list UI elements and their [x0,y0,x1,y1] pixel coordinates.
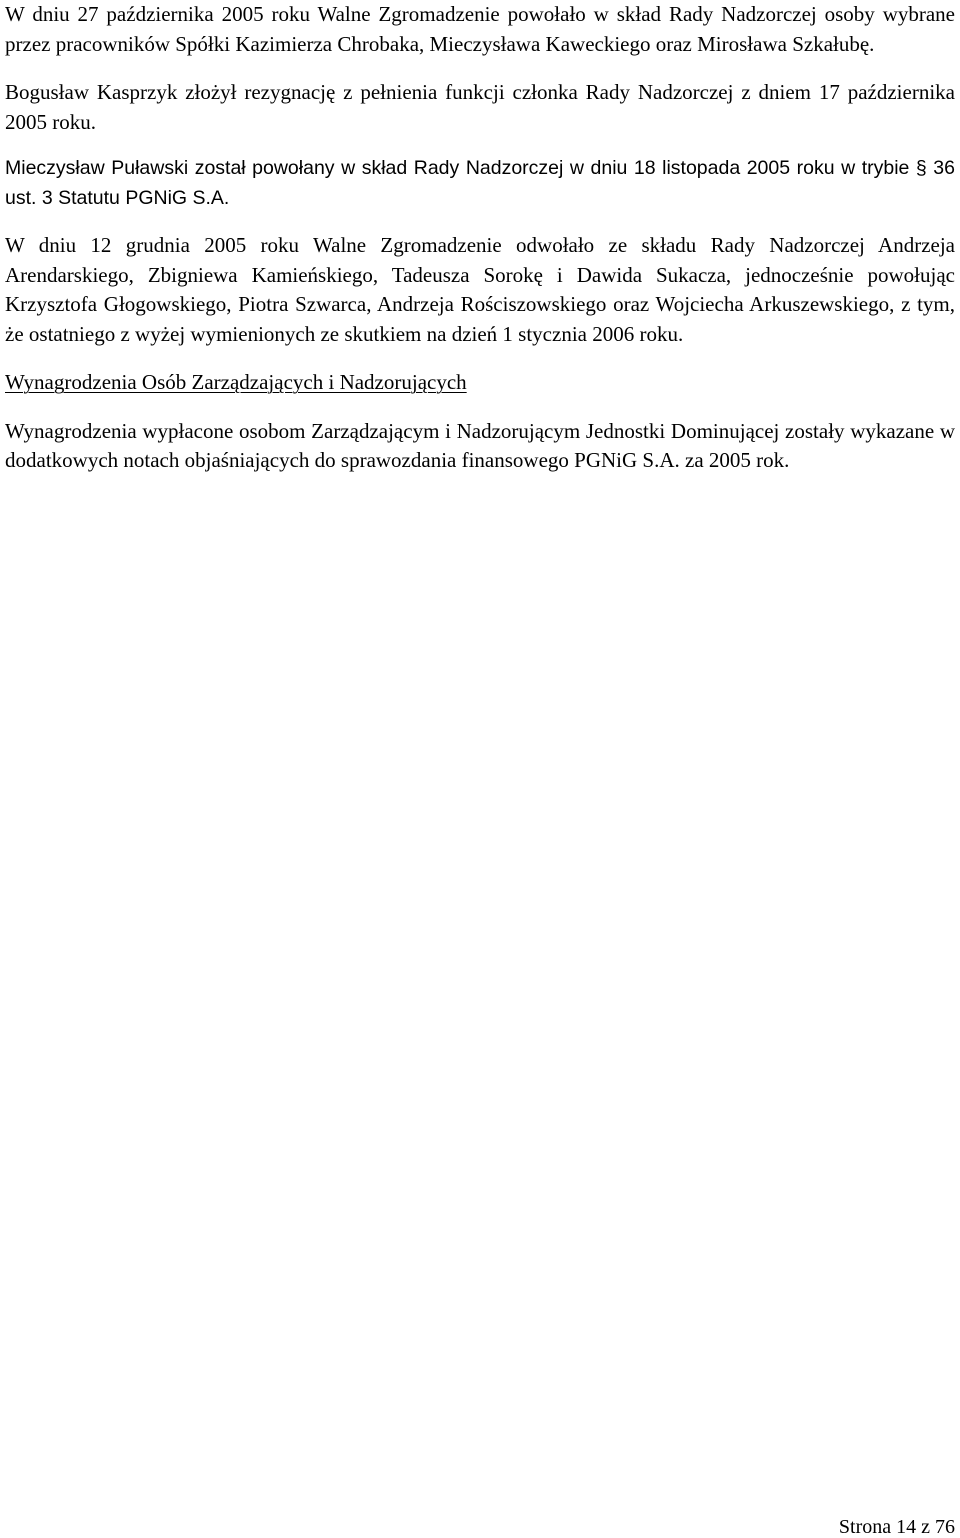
paragraph-general-meeting-changes: W dniu 12 grudnia 2005 roku Walne Zgromadzenie odwołało ze składu Rady Nadzorczej Andrzeja Arendarskiego, Zbigniewa Kamieńskiego, Tadeusza Sorokę i Dawida Sukacza, jednocześnie powołując Krzysztofa Głogowskiego, Piotra Szwarca, Andrzeja Rościszowskiego oraz Wojciecha Arkuszewskiego, z tym, że ostatniego z wyżej wymienionych ze skutkiem na dzień 1 stycznia 2006 roku. [5,233,955,346]
page-number: Strona 14 z 76 [838,1516,955,1538]
document-body [5,0,955,476]
paragraph-appointment-statute: Mieczysław Puławski został powołany w skład Rady Nadzorczej w dniu 18 listopada 2005 roku w trybie § 36 ust. 3 Statutu PGNiG S.A. [5,157,955,209]
paragraph-supervisory-board-appointment: W dniu 27 października 2005 roku Walne Zgromadzenie powołało w skład Rady Nadzorczej osoby wybrane przez pracowników Spółki Kazimierza Chrobaka, Mieczysława Kaweckiego oraz Mirosława Szkałubę. [5,2,955,56]
section-heading: Wynagrodzenia Osób Zarządzających i Nadzorujących [5,370,467,394]
paragraph-remuneration: Wynagrodzenia wypłacone osobom Zarządzającym i Nadzorującym Jednostki Dominującej zostały wykazane w dodatkowych notach objaśniających do sprawozdania finansowego PGNiG S.A. za 2005 rok. [5,418,955,472]
paragraph-resignation: Bogusław Kasprzyk złożył rezygnację z pełnienia funkcji członka Rady Nadzorczej z dniem 17 października 2005 roku. [5,80,955,134]
